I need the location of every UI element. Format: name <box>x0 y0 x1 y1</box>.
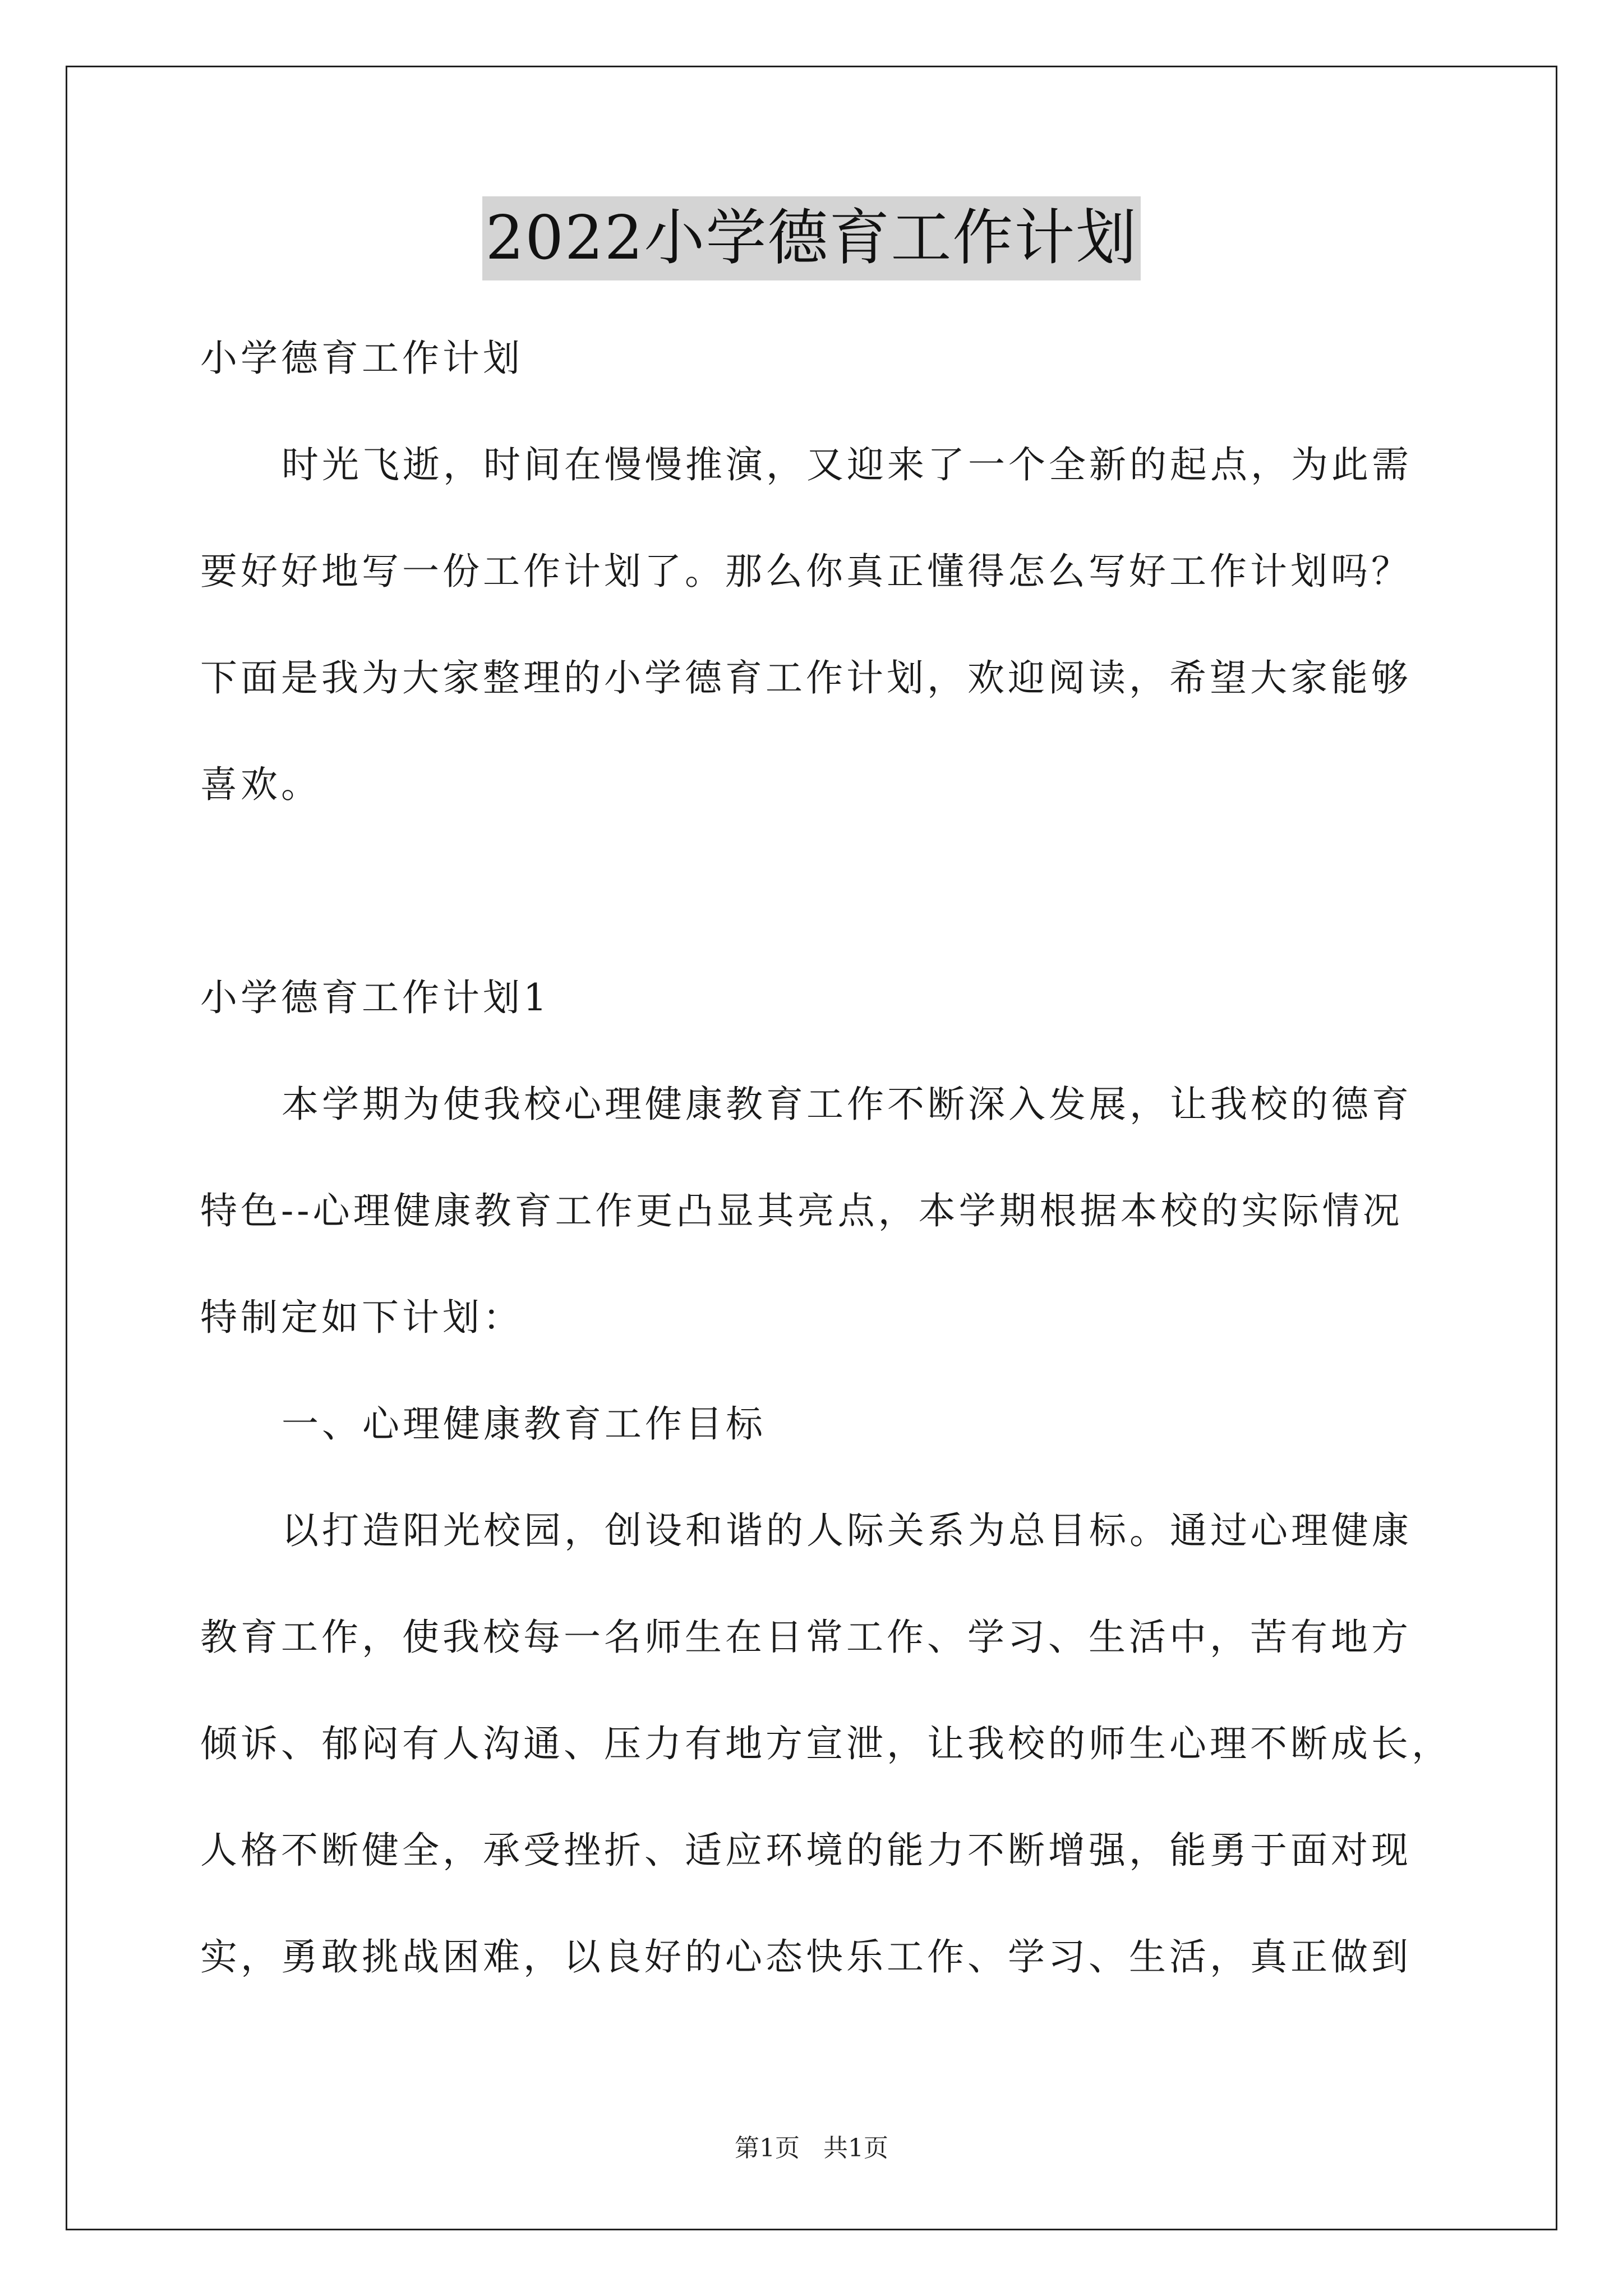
paragraph-line: 倾诉、郁闷有人沟通、压力有地方宣泄，让我校的师生心理不断成长， <box>200 1722 1452 1765</box>
section-heading: 小学德育工作计划 <box>200 337 523 380</box>
paragraph-line: 特制定如下计划： <box>200 1296 523 1339</box>
paragraph-line: 本学期为使我校心理健康教育工作不断深入发展，让我校的德育 <box>282 1083 1412 1126</box>
title-wrap <box>0 196 1623 280</box>
page-footer <box>0 2132 1623 2165</box>
blank-line <box>200 838 1434 945</box>
paragraph-line: 喜欢。 <box>200 763 321 806</box>
paragraph-line: 人格不断健全，承受挫折、适应环境的能力不断增强，能勇于面对现 <box>200 1829 1412 1872</box>
subsection-heading: 一、心理健康教育工作目标 <box>282 1402 766 1446</box>
paragraph-line: 以打造阳光校园，创设和谐的人际关系为总目标。通过心理健康 <box>282 1509 1412 1552</box>
paragraph-line: 实，勇敢挑战困难，以良好的心态快乐工作、学习、生活，真正做到 <box>200 1935 1412 1978</box>
paragraph-line: 时光飞逝，时间在慢慢推演，又迎来了一个全新的起点，为此需 <box>282 443 1412 486</box>
document-title: 2022小学德育工作计划 <box>482 196 1141 280</box>
paragraph-line: 教育工作，使我校每一名师生在日常工作、学习、生活中，苦有地方 <box>200 1616 1412 1659</box>
paragraph-line: 特色--心理健康教育工作更凸显其亮点，本学期根据本校的实际情况 <box>200 1189 1403 1232</box>
paragraph-line: 下面是我为大家整理的小学德育工作计划，欢迎阅读，希望大家能够 <box>200 656 1412 700</box>
section-heading: 小学德育工作计划1 <box>200 976 550 1019</box>
document-body <box>200 305 1452 2010</box>
paragraph-line: 要好好地写一份工作计划了。那么你真正懂得怎么写好工作计划吗？ <box>200 550 1412 593</box>
page-number: 第1页 <box>735 2134 800 2162</box>
page-total: 共1页 <box>823 2134 888 2162</box>
